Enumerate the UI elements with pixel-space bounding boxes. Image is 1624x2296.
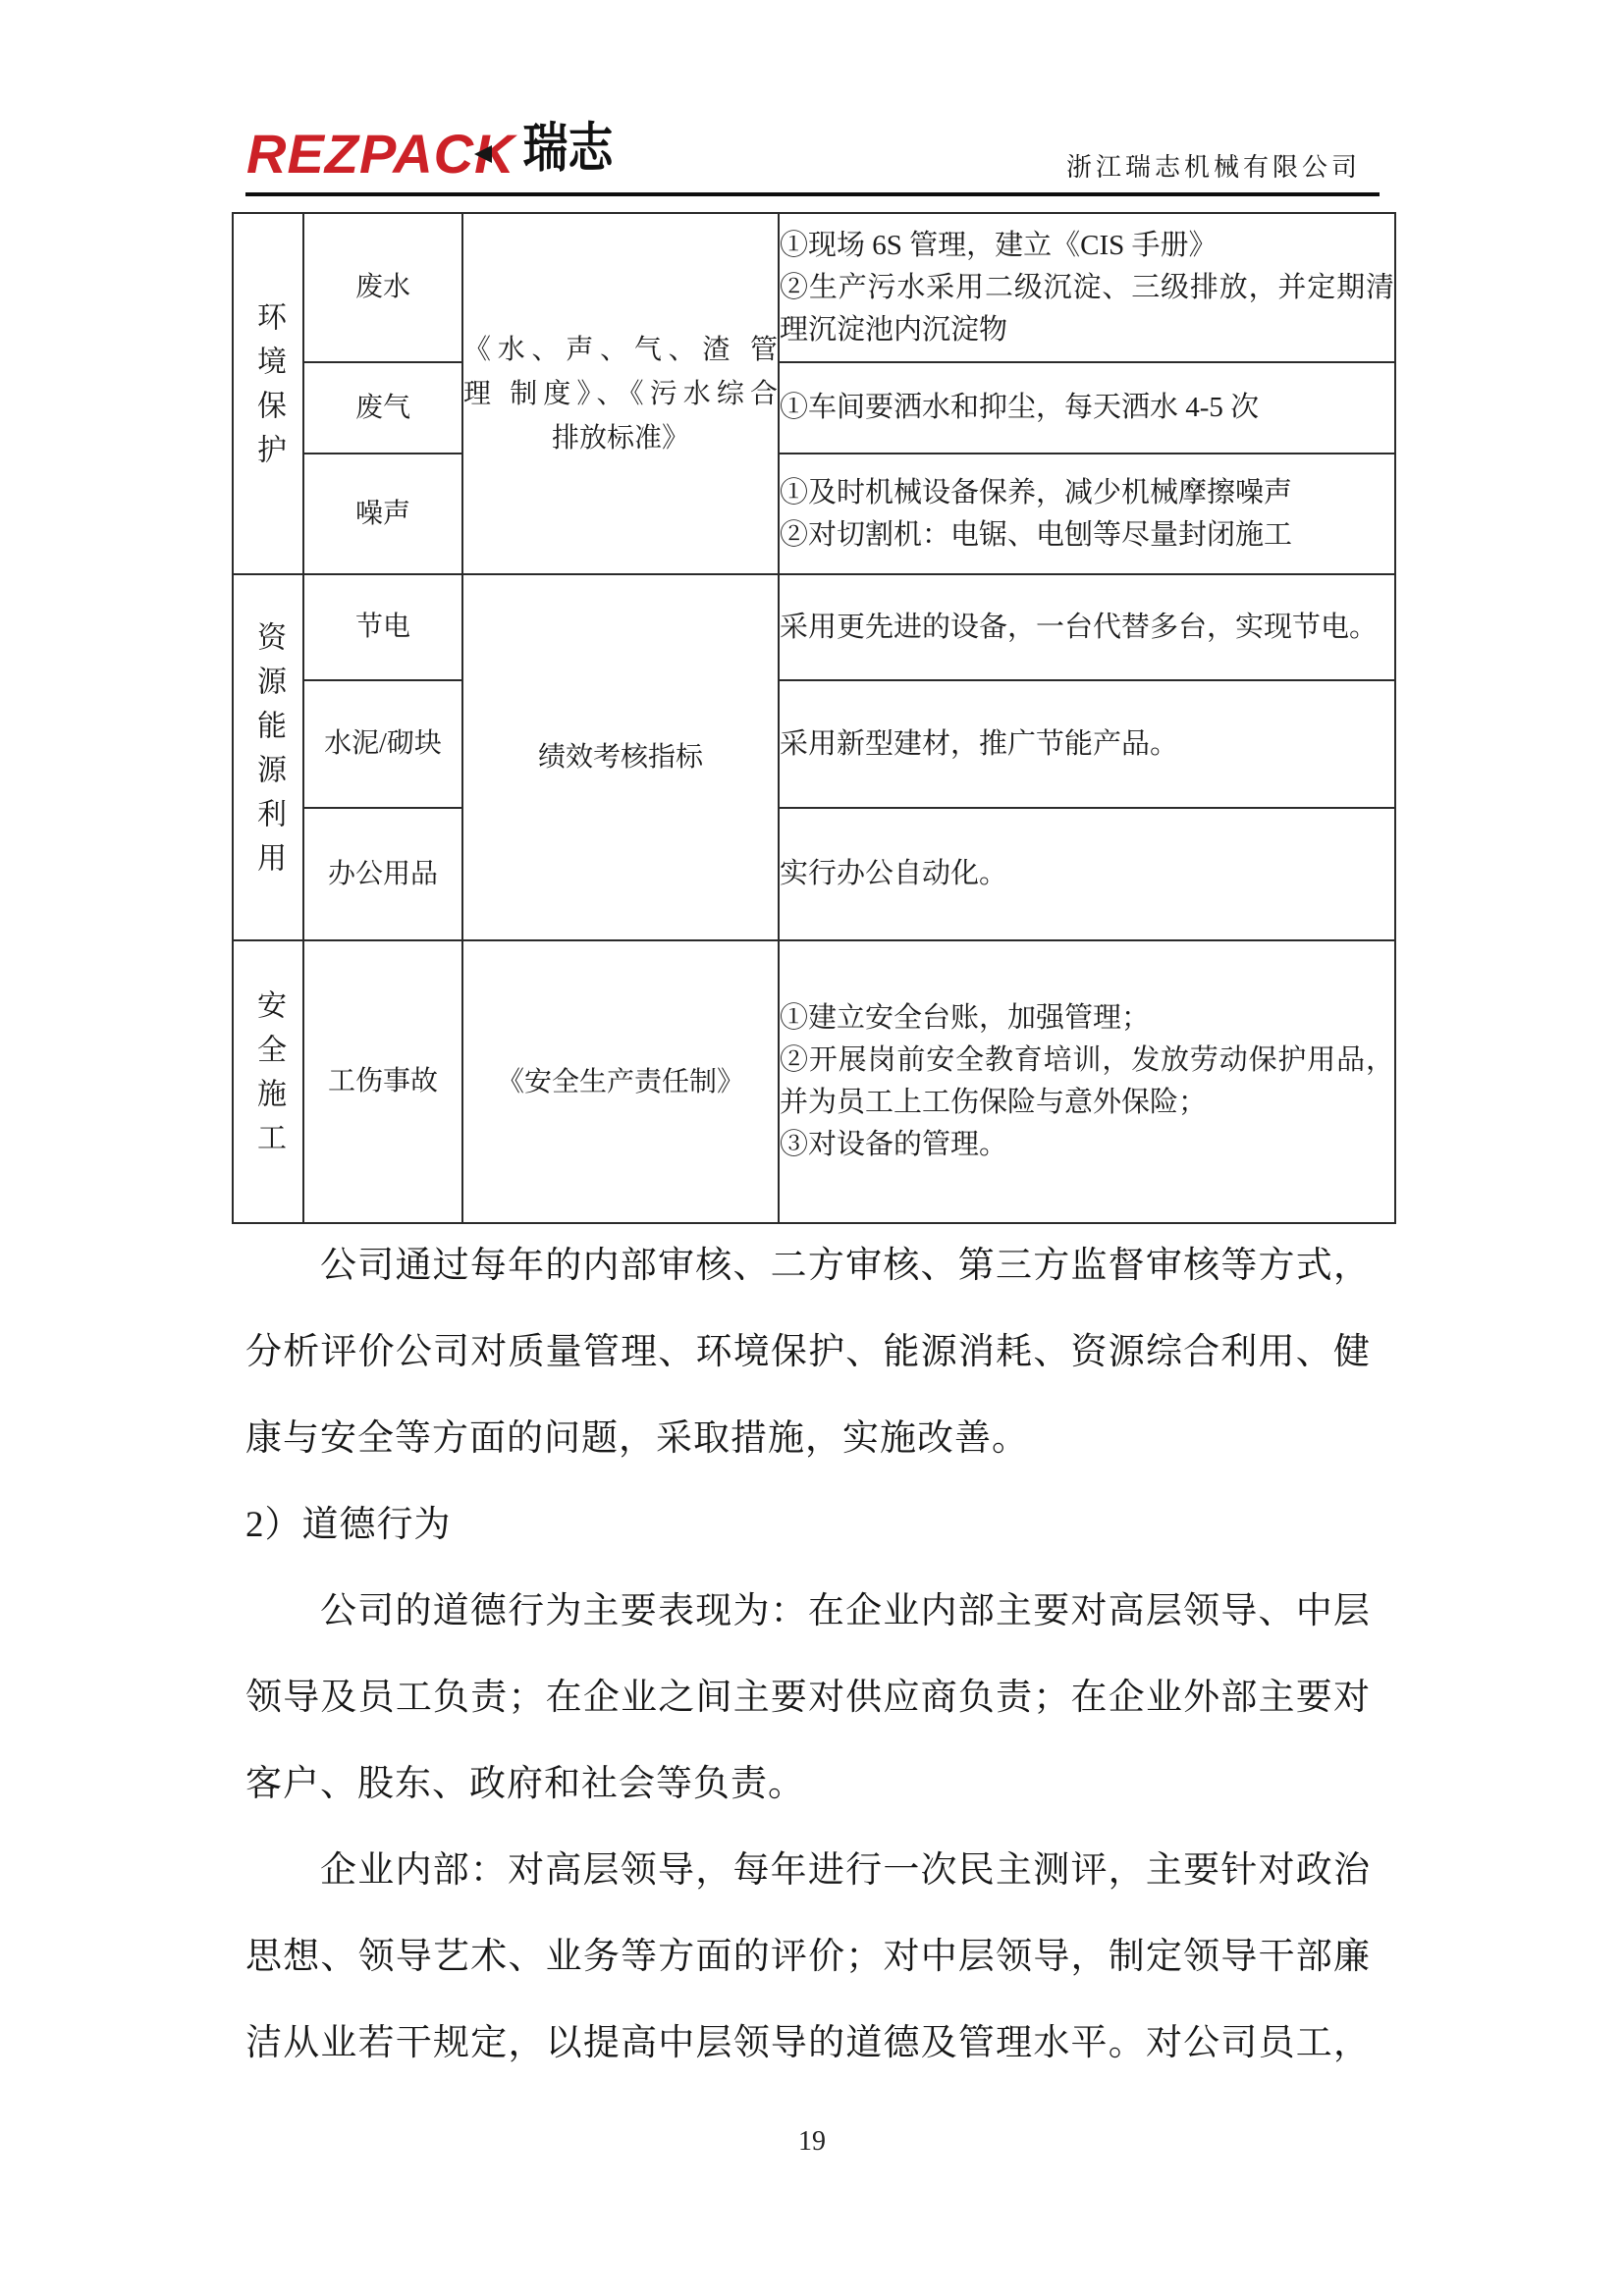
- measure-line: ①现场 6S 管理，建立《CIS 手册》: [780, 229, 1218, 261]
- table-row: [233, 213, 1395, 362]
- table-row: [233, 362, 1395, 454]
- aspect-cell: 废水: [303, 213, 462, 362]
- body-line: 分析评价公司对质量管理、环境保护、能源消耗、资源综合利用、健: [245, 1332, 1371, 1372]
- table-row: [233, 574, 1395, 680]
- measures-cell: [779, 362, 1395, 454]
- table-row: [233, 940, 1395, 1223]
- document-cell: [462, 940, 779, 1223]
- document-cell: [462, 574, 779, 940]
- body-line: 领导及员工负责；在企业之间主要对供应商负责；在企业外部主要对: [245, 1678, 1371, 1718]
- body-line: 思想、领导艺术、业务等方面的评价；对中层领导，制定领导干部廉: [245, 1937, 1371, 1977]
- header-rule: [245, 192, 1380, 196]
- document-line: 《水、声、气、渣 管: [463, 334, 778, 365]
- category-cell: [233, 213, 303, 574]
- body-line: 企业内部：对高层领导，每年进行一次民主测评，主要针对政治: [320, 1850, 1371, 1891]
- logo-brand-text: REZPACK: [246, 123, 515, 185]
- page-number: 19: [798, 2126, 826, 2157]
- measures-cell: [779, 680, 1395, 808]
- document-line: 《安全生产责任制》: [496, 1066, 744, 1097]
- measure-line: 采用更先进的设备，一台代替多台，实现节电。: [780, 611, 1379, 643]
- aspect-cell: 工伤事故: [303, 940, 462, 1223]
- measures-cell: [779, 808, 1395, 940]
- document-cell: [462, 213, 779, 574]
- aspect-cell: 噪声: [303, 454, 462, 574]
- measures-cell: [779, 574, 1395, 680]
- document-line: 绩效考核指标: [537, 742, 703, 773]
- measures-cell: [779, 454, 1395, 574]
- aspect-cell: 水泥/砌块: [303, 680, 462, 808]
- aspect-cell: 办公用品: [303, 808, 462, 940]
- logo-triangle-icon: [474, 145, 492, 163]
- measure-line: ①建立安全台账，加强管理；: [780, 1002, 1151, 1034]
- category-label: 资源能源利用: [252, 620, 285, 886]
- measures-cell: [779, 940, 1395, 1223]
- body-line: 洁从业若干规定，以提高中层领导的道德及管理水平。对公司员工，: [245, 2023, 1371, 2063]
- table-row: [233, 680, 1395, 808]
- category-cell: [233, 940, 303, 1223]
- category-cell: [233, 574, 303, 940]
- body-line: 康与安全等方面的问题，采取措施，实施改善。: [245, 1418, 1029, 1459]
- aspect-cell: 废气: [303, 362, 462, 454]
- measure-line: ②生产污水采用二级沉淀、三级排放，并定期清理沉淀池内沉淀物: [780, 271, 1394, 346]
- table-row: [233, 808, 1395, 940]
- company-name: 浙江瑞志机械有限公司: [1066, 153, 1362, 182]
- body-line: 公司通过每年的内部审核、二方审核、第三方监督审核等方式，: [320, 1246, 1371, 1286]
- body-line: 客户、股东、政府和社会等负责。: [245, 1764, 805, 1804]
- measure-line: ②开展岗前安全教育培训，发放劳动保护用品，并为员工上工伤保险与意外保险；: [780, 1044, 1394, 1118]
- compliance-table: [232, 212, 1396, 1224]
- measure-line: ②对切割机：电锯、电刨等尽量封闭施工: [780, 518, 1293, 551]
- document-line: 排放标准》: [551, 422, 689, 454]
- table-row: [233, 454, 1395, 574]
- measure-line: ③对设备的管理。: [780, 1129, 1008, 1160]
- logo-cn-text: 瑞志: [522, 119, 614, 179]
- measure-line: 采用新型建材，推广节能产品。: [780, 727, 1179, 760]
- body-text: [245, 1223, 1371, 2087]
- measure-line: ①车间要洒水和抑尘，每天洒水 4-5 次: [780, 392, 1260, 423]
- measure-line: ①及时机械设备保养，减少机械摩擦噪声: [780, 476, 1293, 508]
- measures-cell: [779, 213, 1395, 362]
- aspect-cell: 节电: [303, 574, 462, 680]
- document-line: 理 制度》、《污水综合: [463, 378, 778, 409]
- category-label: 环境保护: [252, 301, 285, 478]
- body-line: 公司的道德行为主要表现为：在企业内部主要对高层领导、中层: [320, 1591, 1371, 1631]
- rezpack-logo: [246, 119, 614, 185]
- section-heading: 2）道德行为: [245, 1505, 452, 1545]
- category-label: 安全施工: [252, 989, 285, 1166]
- measure-line: 实行办公自动化。: [780, 858, 1008, 889]
